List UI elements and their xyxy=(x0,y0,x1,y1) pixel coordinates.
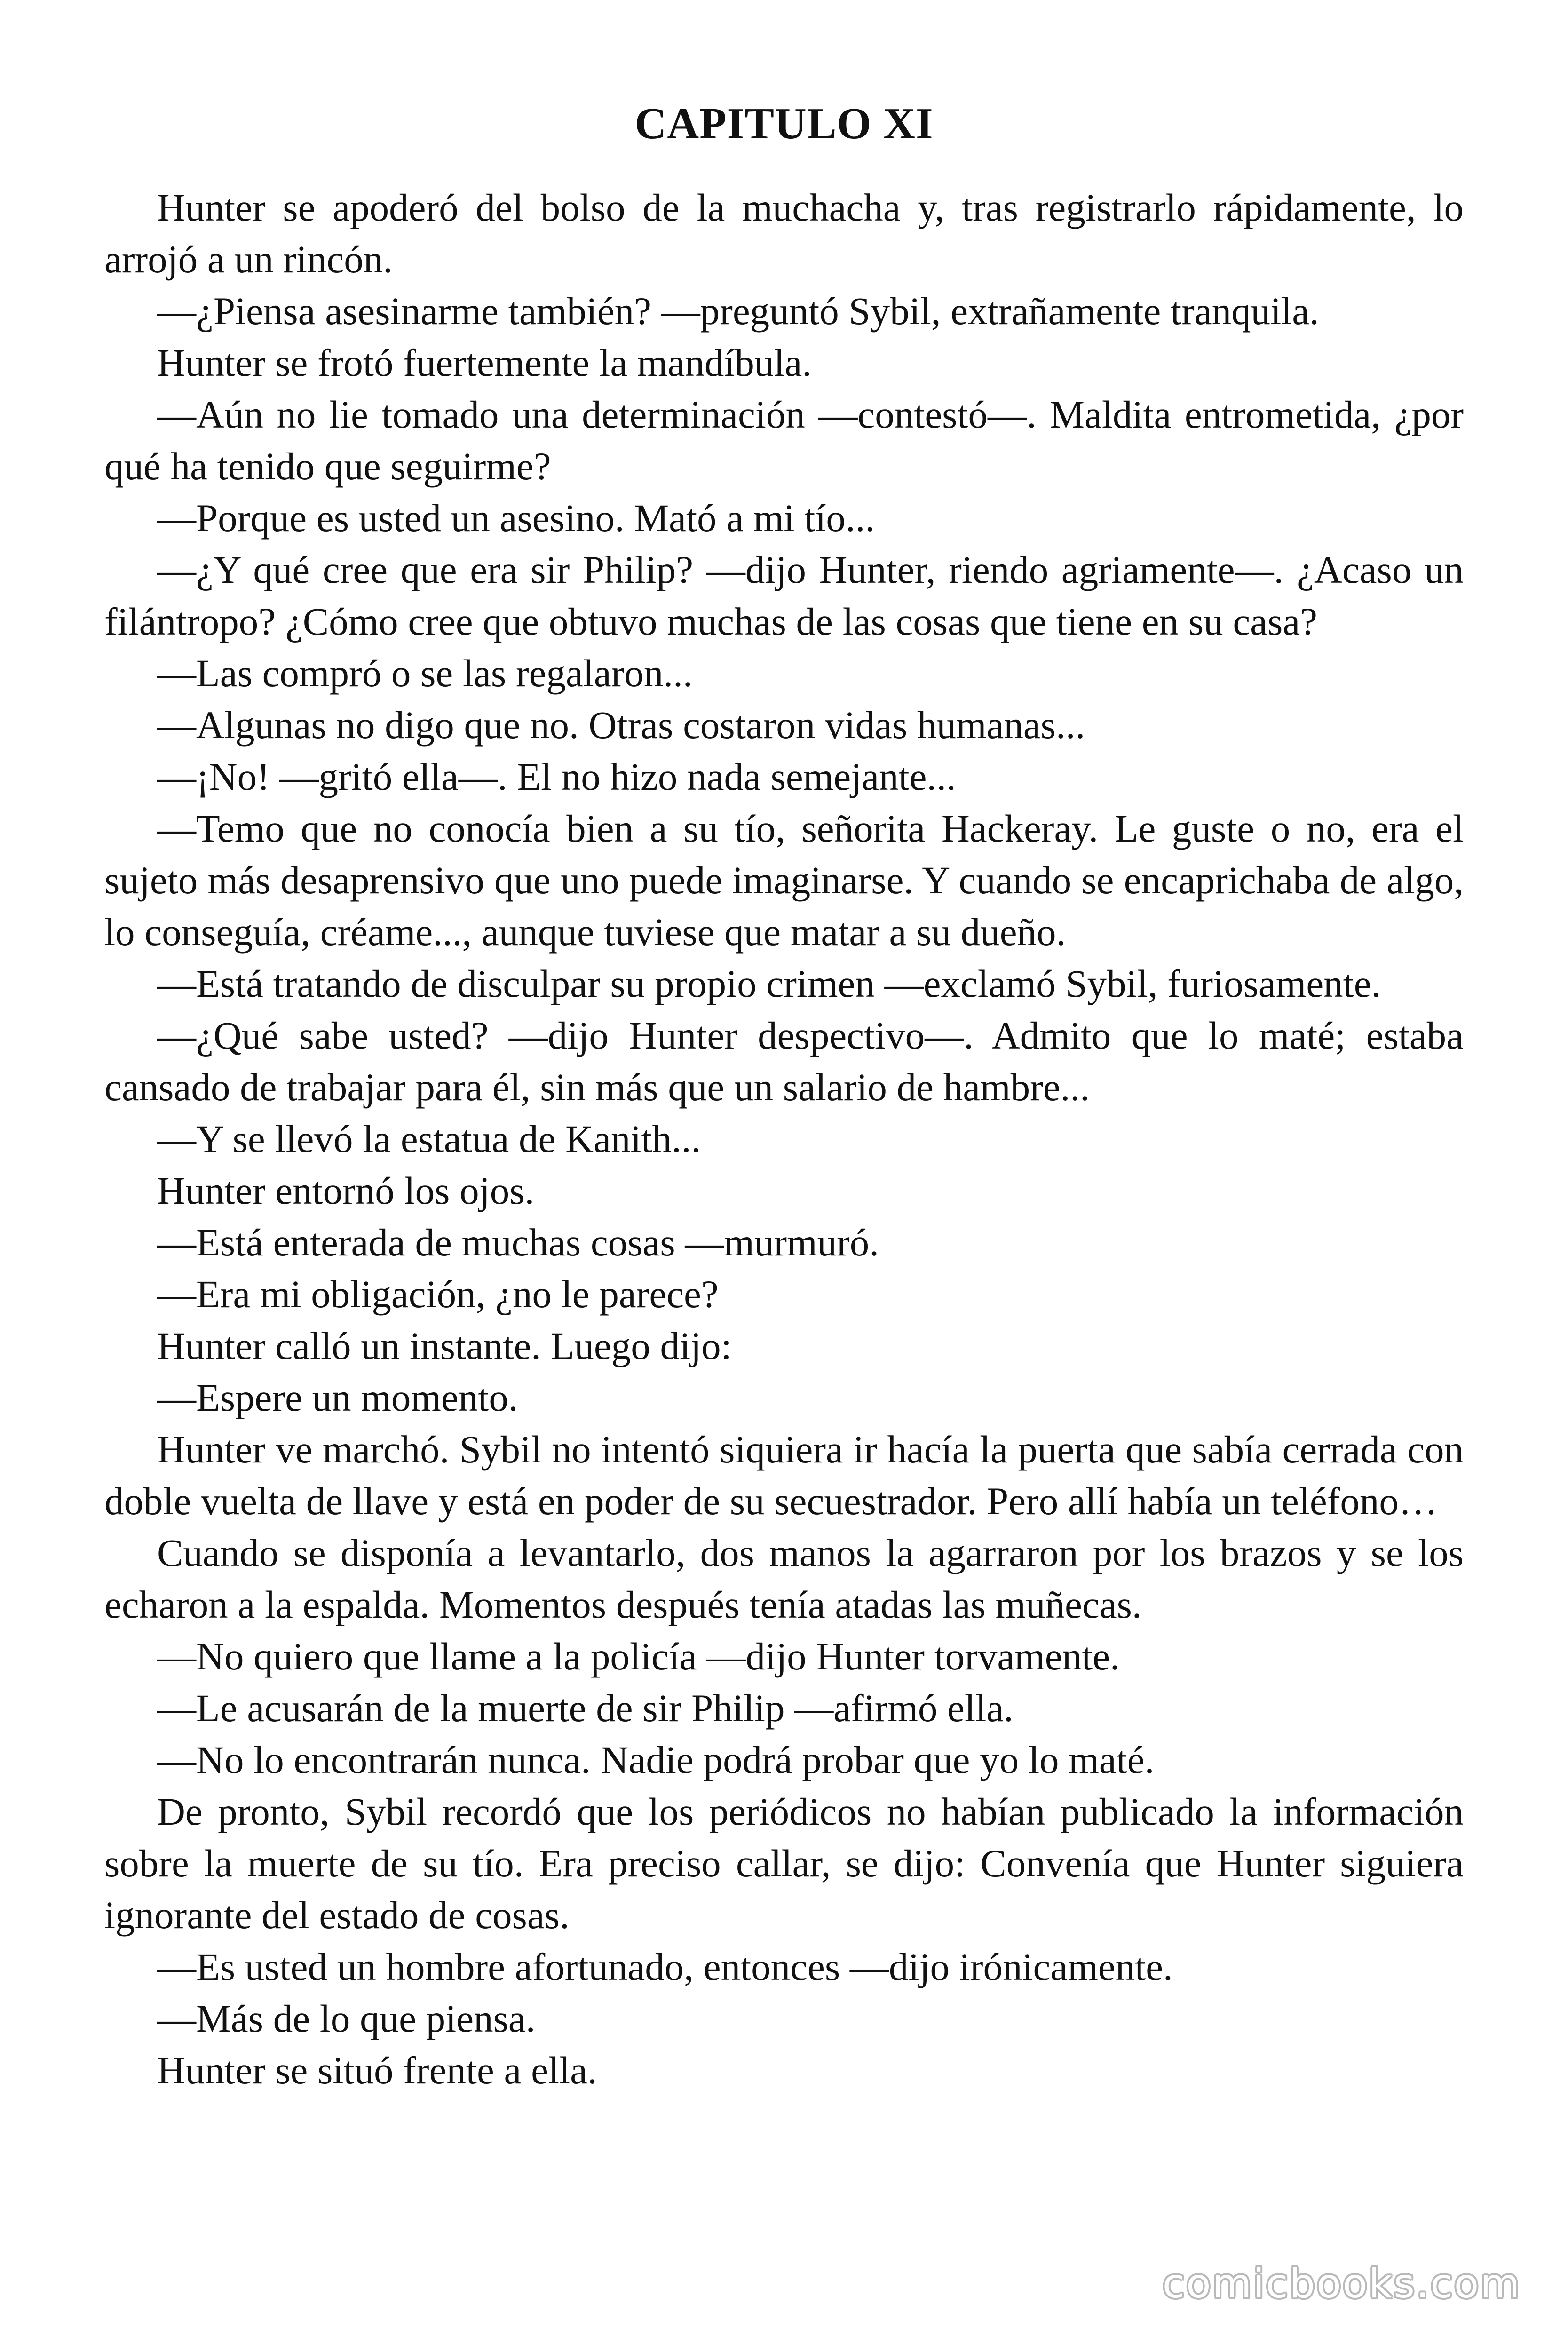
paragraph: —Algunas no digo que no. Otras costaron vidas humanas... xyxy=(157,703,1085,747)
watermark: comicbooks.com xyxy=(1162,2260,1521,2307)
paragraph: —Las compró o se las regalaron... xyxy=(157,652,693,695)
paragraph: Hunter calló un instante. Luego dijo: xyxy=(157,1324,732,1367)
paragraph: —Espere un momento. xyxy=(157,1376,518,1419)
paragraph: —Más de lo que piensa. xyxy=(157,1997,536,2040)
paragraph: De pronto, Sybil recordó que los periódicos no habían publicado la información sobre la muerte de su tío. Era preciso callar, se dijo: Convenía que Hunter siguiera ignorante del estado de cosas. xyxy=(104,1790,1464,1937)
paragraph: Cuando se disponía a levantarlo, dos manos la agarraron por los brazos y se los echaron a la espalda. Momentos después tenía atadas las muñecas. xyxy=(104,1531,1464,1626)
paragraph: —No lo encontrarán nunca. Nadie podrá probar que yo lo maté. xyxy=(157,1738,1155,1781)
paragraph: —Está tratando de disculpar su propio crimen —exclamó Sybil, furiosamente. xyxy=(157,962,1381,1005)
paragraph: —Era mi obligación, ¿no le parece? xyxy=(157,1272,719,1316)
paragraph: —Está enterada de muchas cosas —murmuró. xyxy=(157,1221,879,1264)
chapter-body xyxy=(104,182,1464,2096)
paragraph: Hunter entornó los ojos. xyxy=(157,1169,535,1212)
paragraph: Hunter ve marchó. Sybil no intentó siquiera ir hacía la puerta que sabía cerrada con doble vuelta de llave y está en poder de su secuestrador. Pero allí había un teléfono… xyxy=(104,1428,1464,1523)
paragraph: —Es usted un hombre afortunado, entonces —dijo irónicamente. xyxy=(157,1945,1173,1988)
paragraph: —¿Qué sabe usted? —dijo Hunter despectivo—. Admito que lo maté; estaba cansado de trabajar para él, sin más que un salario de hambre... xyxy=(104,1014,1464,1109)
paragraph: Hunter se apoderó del bolso de la muchacha y, tras registrarlo rápidamente, lo arrojó a un rincón. xyxy=(104,186,1464,281)
paragraph: —¿Piensa asesinarme también? —preguntó Sybil, extrañamente tranquila. xyxy=(157,289,1319,333)
paragraph: —Aún no lie tomado una determinación —contestó—. Maldita entrometida, ¿por qué ha tenido que seguirme? xyxy=(104,393,1464,488)
chapter-title: CAPITULO XI xyxy=(634,99,934,148)
paragraph: —Y se llevó la estatua de Kanith... xyxy=(157,1117,701,1160)
paragraph: —No quiero que llame a la policía —dijo Hunter torvamente. xyxy=(157,1635,1120,1678)
paragraph: Hunter se frotó fuertemente la mandíbula. xyxy=(157,341,812,384)
paragraph: —¡No! —gritó ella—. El no hizo nada semejante... xyxy=(157,755,956,798)
paragraph: Hunter se situó frente a ella. xyxy=(157,2049,597,2092)
paragraph: —¿Y qué cree que era sir Philip? —dijo Hunter, riendo agriamente—. ¿Acaso un filántropo? ¿Cómo cree que obtuvo muchas de las cosas que tiene en su casa? xyxy=(104,548,1464,643)
paragraph: —Porque es usted un asesino. Mató a mi tío... xyxy=(157,496,875,540)
paragraph: —Temo que no conocía bien a su tío, señorita Hackeray. Le guste o no, era el sujeto más desaprensivo que uno puede imaginarse. Y cuando se encaprichaba de algo, lo conseguía, créame..., aunque tuviese que matar a su dueño. xyxy=(104,807,1464,954)
paragraph: —Le acusarán de la muerte de sir Philip —afirmó ella. xyxy=(157,1686,1014,1730)
